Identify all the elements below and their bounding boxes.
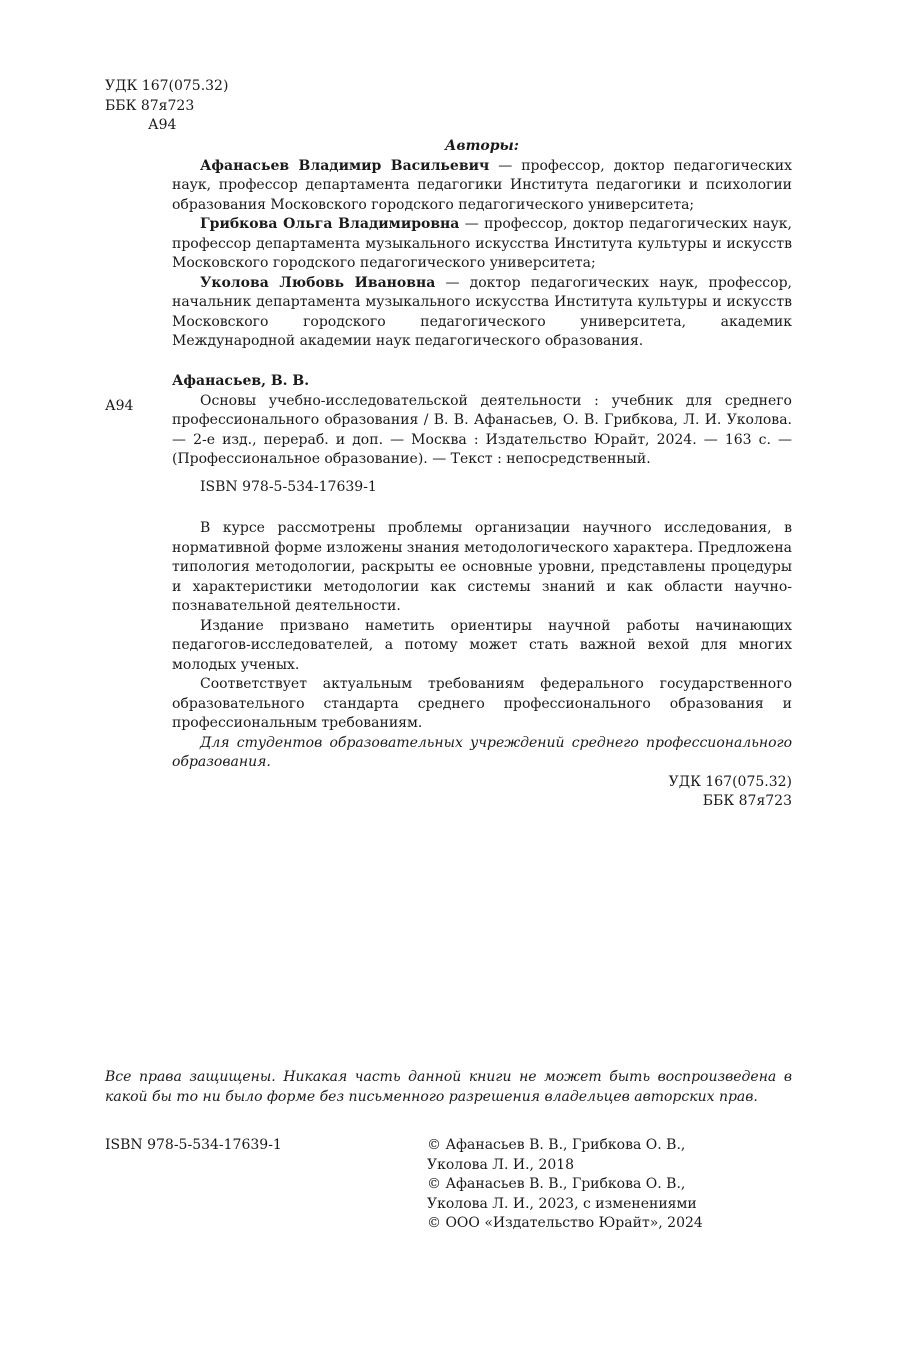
footer-bbk: ББК 87я723 (702, 793, 792, 809)
isbn-bottom: ISBN 978-5-534-17639-1 (105, 1137, 282, 1153)
biblio-heading: Афанасьев, В. В. (172, 373, 310, 389)
copyright-line: © ООО «Издательство Юрайт», 2024 (427, 1215, 703, 1231)
copyright-line: Уколова Л. И., 2018 (427, 1156, 575, 1173)
audience-note: Для студентов образовательных учреждений среднего профессионального образования. (172, 734, 792, 770)
abstract-paragraph: Соответствует актуальным требованиям федерального государственного образовательного стандарта среднего профессионального образования и профессиональным требованиям. (172, 676, 792, 731)
classification-header (105, 77, 228, 136)
biblio-isbn: ISBN 978-5-534-17639-1 (200, 478, 377, 495)
author-code: А94 (148, 117, 177, 133)
biblio-text: Основы учебно-исследовательской деятельности : учебник для среднего профессионального образования / В. В. Афанасьев, О. В. Грибкова, Л. И. Уколова. — 2-е изд., перераб. и доп. — Москва : Издательство Юрайт, 2024. — 163 с. — (Профессиональное образование). — Текст : непосредственный. (172, 392, 792, 467)
abstract-paragraph: Издание призвано наметить ориентиры научной работы начинающих педагогов-исследователей, а потому может стать важной вехой для многих молодых ученых. (172, 617, 792, 673)
copyright-line: Уколова Л. И., 2023, с изменениями (427, 1195, 697, 1212)
author-entry: Грибкова Ольга Владимировна — профессор, доктор педагогических наук, профессор департамента музыкального искусства Института культуры и искусств Московского городского педагогического университета; (172, 216, 792, 271)
rights-notice: Все права защищены. Никакая часть данной книги не может быть воспроизведена в какой бы то ни было форме без письменного разрешения владельцев авторских прав. (105, 1069, 792, 1105)
bibliographic-record (172, 372, 792, 497)
authors-section (172, 137, 792, 352)
biblio-code: А94 (105, 398, 134, 414)
authors-title: Авторы: (445, 138, 519, 154)
abstract (172, 519, 792, 812)
copyright-line: © Афанасьев В. В., Грибкова О. В., (427, 1176, 686, 1192)
copyright-line: © Афанасьев В. В., Грибкова О. В., (427, 1137, 686, 1153)
author-entry: Уколова Любовь Ивановна — доктор педагогических наук, профессор, начальник департамента музыкального искусства Института культуры и искусств Московского городского педагогического университета, академик Международной академии наук педагогического образования. (172, 274, 792, 349)
bbk: ББК 87я723 (105, 97, 195, 114)
abstract-paragraph: В курсе рассмотрены проблемы организации научного исследования, в нормативной форме изложены знания методологического характера. Предложена типология методологии, раскрыты ее основные уровни, представлены процедуры и характеристики методологии как системы знаний и как области научно-познавательной деятельности. (172, 520, 793, 614)
udk: УДК 167(075.32) (105, 78, 229, 94)
copyright-block (427, 1136, 703, 1234)
footer-udk: УДК 167(075.32) (668, 773, 792, 790)
author-entry: Афанасьев Владимир Васильевич — профессор, доктор педагогических наук, профессор департамента педагогики Института педагогики и психологии образования Московского городского педагогического университета; (172, 157, 792, 213)
